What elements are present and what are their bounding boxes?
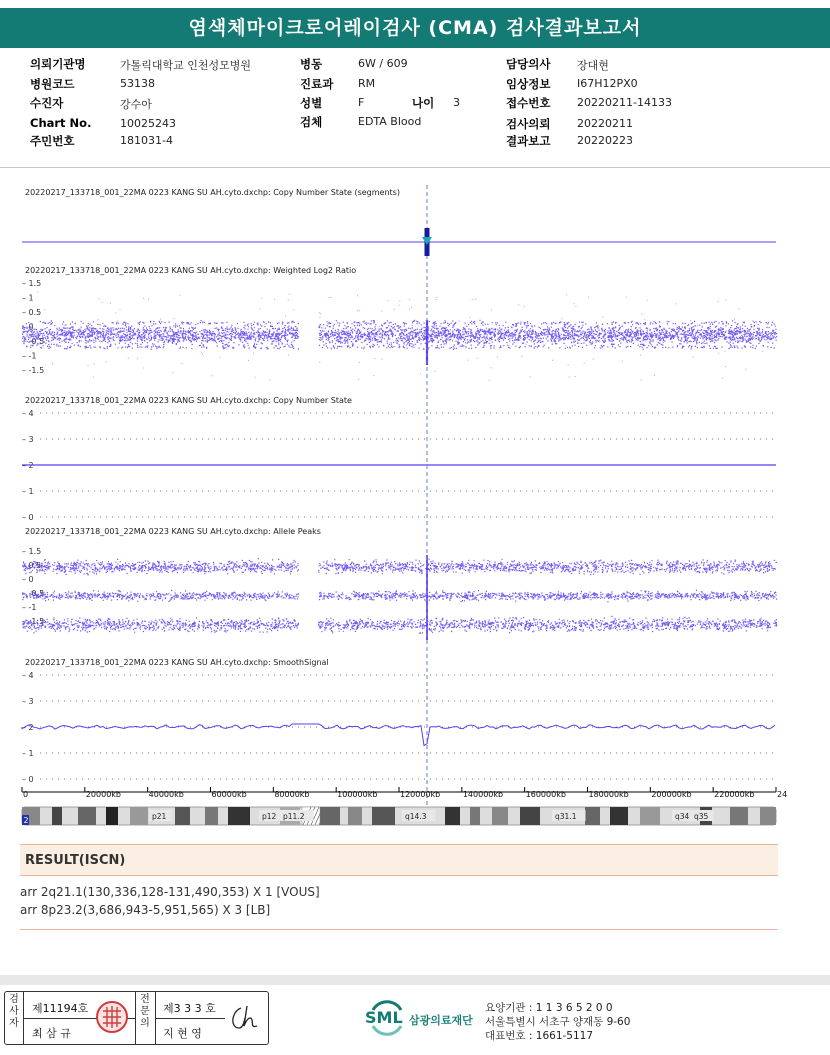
request-label: 검사의뢰 [506,117,551,131]
divider [135,992,136,1044]
ideogram-band [372,807,395,825]
ideogram-band [520,807,540,825]
allele-tick: – -0.5 [22,589,45,598]
band-label: q34 [675,812,690,821]
specialist-name: 지 현 영 [163,1027,202,1040]
hospital-label: 의뢰기관명 [30,57,86,71]
ideogram-band [585,807,600,825]
ideogram-band [175,807,190,825]
ideogram-band [205,807,218,825]
plot-layer [22,185,787,825]
seal-icon [95,1000,129,1034]
allele-tick: – 0.5 [22,561,42,570]
ideogram-band [348,807,362,825]
id-value: 181031-4 [120,134,173,147]
plots-svg [0,170,830,840]
result-header: RESULT(ISCN) [20,844,778,876]
age-value: 3 [453,96,460,109]
smooth-tick: – 4 [22,671,34,680]
specialist-col-text: 전 문 의 [140,994,150,1029]
receipt-value: 20220211-14133 [577,96,672,109]
reported-value: 20220223 [577,134,633,147]
allele-peak-points [22,590,777,601]
cn-tick: – 0 [22,513,34,522]
signature-icon [227,1002,265,1034]
logo-text: SML [365,1008,403,1027]
specialist-license: 제3 3 3 호 [163,1002,216,1015]
clinical-value: I67H12PX0 [577,77,638,90]
ideogram-band [78,807,96,825]
x-axis-tick-label: 140000kb [462,790,504,799]
ideogram-band [640,807,660,825]
x-axis-tick-label: 0 [23,790,29,799]
allele-peak-points [22,616,777,633]
log2-outliers [38,292,768,381]
sex-value: F [358,96,365,109]
panel1-title: 20220217_133718_001_22MA 0223 KANG SU AH.cyto.dxchp: Copy Number State (segments) [25,188,400,197]
ideogram-band [730,807,748,825]
ideogram-band [228,807,250,825]
allele-peak-points [22,559,777,575]
band-label: p21 [152,812,167,821]
cn-tick: – 4 [22,409,34,418]
smooth-tick: – 3 [22,697,34,706]
x-axis-tick-label: 20000kb [85,790,122,799]
band-label: q35 [694,812,709,821]
chart-label: Chart No. [30,116,92,130]
log2-tick: – -1 [22,351,37,361]
result-divider [20,929,778,930]
x-axis-tick-label: 60000kb [211,790,247,799]
panel5-title: 20220217_133718_001_22MA 0223 KANG SU AH.cyto.dxchp: SmoothSignal [25,658,329,667]
ideogram-band [445,807,460,825]
cn-tick: – 3 [22,435,34,444]
band-label: p12 [262,812,277,821]
specimen-value: EDTA Blood [358,115,422,128]
sex-label: 성별 [300,96,323,110]
log2-tick: – 0 [22,322,34,332]
result-line-1: arr 2q21.1(130,336,128-131,490,353) X 1 [VOUS] [20,885,320,899]
examiner-col-label [7,994,21,1030]
allele-tick: – -1.5 [22,617,45,626]
footer-line-2: 서울특별시 서초구 양재동 9-60 [485,1016,631,1028]
log2-tick: – 1 [22,293,34,303]
log2-tick: – -0.5 [22,337,45,346]
chart-value: 10025243 [120,117,176,130]
report-title: 염색체마이크로어레이검사 (CMA) 검사결과보고서 [0,8,830,48]
id-label: 주민번호 [30,134,75,148]
dept-label: 진료과 [300,77,334,91]
divider [155,1018,225,1019]
band-label: q31.1 [555,812,577,821]
patient-value: 강수아 [120,98,152,111]
x-axis-tick-label: 120000kb [400,790,441,799]
patient-label: 수진자 [30,96,64,110]
receipt-label: 접수번호 [506,96,551,110]
log2-tick: – -1.5 [22,366,45,375]
x-axis-tick-label: 220000kb [714,790,755,799]
signature-box [4,991,269,1045]
ideogram-band [610,807,628,825]
smooth-tick: – 2 [22,723,34,732]
specimen-label: 검체 [300,115,323,129]
logo-org: 삼광의료재단 [409,1014,473,1027]
x-axis-tick-label: 160000kb [525,790,566,799]
x-axis-tick-label: 80000kb [274,790,310,799]
patient-info [0,50,830,168]
x-axis-tick-label: 24 [777,790,788,799]
age-label: 나이 [412,96,435,110]
code-value: 53138 [120,77,155,90]
cn-tick: – 1 [22,487,34,496]
x-axis-tick-label: 180000kb [588,790,629,799]
footer-line-3: 대표번호 : 1661-5117 [485,1030,594,1042]
allele-tick: – -1 [22,603,37,612]
ideogram-band [492,807,508,825]
band-label: q14.3 [405,812,427,821]
smooth-tick: – 0 [22,775,34,784]
examiner-name: 최 삼 규 [32,1027,71,1040]
doctor-label: 담당의사 [506,57,551,71]
smooth-signal-line [22,724,775,746]
code-label: 병원코드 [30,77,75,91]
ideogram-band [130,807,148,825]
reported-label: 결과보고 [506,134,551,148]
log2-tick: – 0.5 [22,308,42,317]
footer-line-1: 요양기관 : 1 1 3 6 5 2 0 0 [485,1002,613,1014]
marker-arrow-icon [422,237,432,245]
doctor-value: 장대현 [577,59,609,72]
allele-tick: – 1.5 [22,547,42,556]
x-axis-tick-label: 100000kb [337,790,378,799]
log2-ratio-points [26,320,775,325]
band-label: p11.2 [283,812,305,821]
panel4-title: 20220217_133718_001_22MA 0223 KANG SU AH.cyto.dxchp: Allele Peaks [25,527,321,536]
ward-label: 병동 [300,57,323,71]
x-axis-tick-label: 200000kb [651,790,692,799]
request-value: 20220211 [577,117,633,130]
smooth-tick: – 1 [22,749,34,758]
ideogram-band [52,807,62,825]
ideogram-band [106,807,118,825]
footer-band [0,975,830,985]
ward-value: 6W / 609 [358,57,408,70]
footer [365,996,825,1046]
panel2-title: 20220217_133718_001_22MA 0223 KANG SU AH.cyto.dxchp: Weighted Log2 Ratio [25,266,357,275]
dept-value: RM [358,77,376,90]
chrom-number: 2 [23,816,29,825]
examiner-col-text: 검 사 자 [9,994,19,1029]
hospital-value: 가톨릭대학교 인천성모병원 [120,59,252,72]
log2-tick: – 1.5 [22,279,42,288]
ideogram-band [760,807,776,825]
clinical-label: 임상정보 [506,77,551,91]
panel3-title: 20220217_133718_001_22MA 0223 KANG SU AH.cyto.dxchp: Copy Number State [25,396,352,405]
specialist-col-label [138,994,152,1030]
examiner-license: 제11194호 [32,1002,89,1015]
cn-tick: – 2 [22,461,34,470]
log2-ratio-points [22,323,777,348]
x-axis-tick-label: 40000kb [148,790,184,799]
result-line-2: arr 8p23.2(3,686,943-5,951,565) X 3 [LB] [20,903,271,917]
allele-tick: – 0 [22,575,34,584]
ideogram-band [470,807,480,825]
